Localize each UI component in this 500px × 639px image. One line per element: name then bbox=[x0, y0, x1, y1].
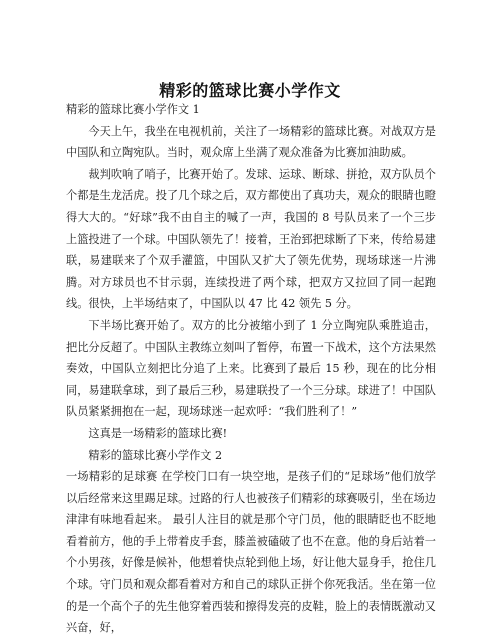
paragraph: 这真是一场精彩的篮球比赛! bbox=[88, 426, 228, 440]
paragraph: 裁判吹响了哨子，比赛开始了。发球、运球、断球、拼抢，双方队员个个都是生龙活虎。投了几个球之后，双方都使出了真功夫，观众的眼睛也瞪得大大的。“好球”我不由自主的喊了一声，我国的 8 号队员来了一个三步上篮投进了一个球。中国队领先了！接着，王治郅把球断了下来，传给易建联，易建联来了个双手灌篮，中国队又扩大了领先优势，现场球迷一片沸腾。对方球员也不甘示弱，连续投进了两个球，把双方又拉回了同一起跑线。很快，上半场结束了，中国队以 47 比 42 领先 5 分。 bbox=[66, 167, 436, 311]
paragraph: 一场精彩的足球赛 在学校门口有一块空地，是孩子们的“足球场”他们放学以后经常来这里踢足球。过路的行人也被孩子们精彩的球赛吸引，坐在场边津津有味地看起来。 最引人注目的就是那个守门员，他的眼睛眨也不眨地看着前方，他的手上带着皮手套，膝盖被磕破了也不在意。他的身后站着一个小男孩，好像是候补，他想着快点轮到他上场，好让他大显身手，抢住几个球。守门员和观众都看着对方和自己的球队正拼个你死我活。坐在第一位的是一个高个子的先生他穿着西装和擦得发亮的皮鞋，脸上的表情既激动又兴奋，好， bbox=[66, 470, 436, 635]
paragraph: 下半场比赛开始了。双方的比分被缩小到了 1 分立陶宛队乘胜追击，把比分反超了。中国队主教练立刻叫了暂停，布置一下战术，这个方法果然奏效，中国队立刻把比分追了上来。比赛到了最后 15 秒，现在的比分相同，易建联拿球，到了最后三秒，易建联投了一个三分球。球进了！中国队队员紧紧拥抱在一起，现场球迷一起欢呼：“我们胜利了！” bbox=[66, 318, 436, 419]
paragraph: 今天上午，我坐在电视机前，关注了一场精彩的篮球比赛。对战双方是中国队和立陶宛队。当时，观众席上坐满了观众准备为比赛加油助威。 bbox=[66, 124, 436, 160]
document-body bbox=[66, 99, 436, 639]
paragraph: 精彩的篮球比赛小学作文 1 bbox=[66, 103, 200, 116]
document-title: 精彩的篮球比赛小学作文 bbox=[159, 81, 341, 100]
paragraph: 精彩的篮球比赛小学作文 2 bbox=[88, 448, 223, 462]
